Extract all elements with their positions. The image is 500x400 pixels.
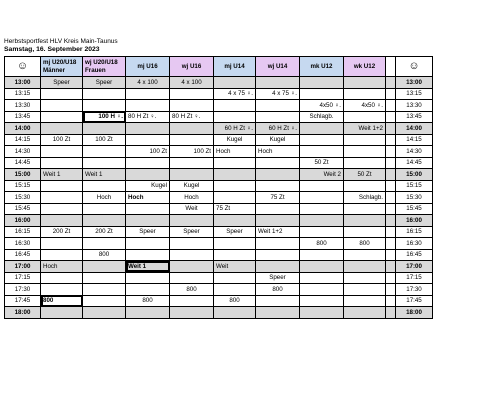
time-cell: 14:45 (5, 157, 41, 169)
document-date: Samstag, 16. September 2023 (4, 46, 100, 53)
event-cell (344, 77, 386, 89)
event-cell: 100 Zt (41, 134, 83, 146)
column-header-mj-u20-u18: mj U20/U18 Männer (41, 57, 83, 77)
header-row (5, 57, 433, 77)
event-cell (300, 261, 344, 273)
spacer-cell (386, 169, 396, 181)
event-cell (214, 215, 256, 227)
event-cell (170, 261, 214, 273)
event-cell: Speer (83, 77, 126, 89)
schedule-row (5, 180, 433, 192)
event-cell: 60 H Zt ♀. (214, 123, 256, 135)
event-cell (41, 272, 83, 284)
schedule-row (5, 226, 433, 238)
event-cell: 100 Zt (126, 146, 170, 158)
spacer-cell (386, 123, 396, 135)
event-cell (41, 249, 83, 261)
event-cell (83, 238, 126, 250)
event-cell (214, 307, 256, 319)
column-header-wj-u16: wj U16 (170, 57, 214, 77)
event-cell (300, 192, 344, 204)
event-cell: Kugel (170, 180, 214, 192)
event-cell (344, 134, 386, 146)
event-cell: Speer (170, 226, 214, 238)
schedule-row (5, 157, 433, 169)
event-cell: 100 Zt (170, 146, 214, 158)
event-cell (256, 249, 300, 261)
event-cell (126, 284, 170, 296)
spacer-cell (386, 249, 396, 261)
time-cell-right: 17:15 (396, 272, 433, 284)
time-cell: 16:15 (5, 226, 41, 238)
time-cell: 17:15 (5, 272, 41, 284)
time-cell: 17:30 (5, 284, 41, 296)
spacer-cell (386, 307, 396, 319)
event-cell: 50 Zt (300, 157, 344, 169)
spacer-cell (386, 180, 396, 192)
event-cell: Hoch (41, 261, 83, 273)
event-cell (300, 215, 344, 227)
event-cell (344, 226, 386, 238)
time-cell: 15:30 (5, 192, 41, 204)
event-cell (126, 123, 170, 135)
event-cell (41, 307, 83, 319)
time-cell-right: 16:00 (396, 215, 433, 227)
time-cell-right: 15:00 (396, 169, 433, 181)
event-cell (214, 100, 256, 112)
event-cell (256, 169, 300, 181)
smiley-right (396, 57, 433, 77)
event-cell: 4 x 75 ♀. (214, 88, 256, 100)
time-cell: 13:30 (5, 100, 41, 112)
event-cell: 75 Zt (214, 203, 256, 215)
event-cell (344, 180, 386, 192)
time-cell: 15:45 (5, 203, 41, 215)
event-cell: 200 Zt (41, 226, 83, 238)
column-header-wj-u20-u18: wj U20/U18 Frauen (83, 57, 126, 77)
time-cell: 13:45 (5, 111, 41, 123)
event-cell: 50 Zt (344, 169, 386, 181)
time-cell: 15:15 (5, 180, 41, 192)
time-cell: 14:00 (5, 123, 41, 135)
event-cell: 80 H Zt ♀. (170, 111, 214, 123)
event-cell (170, 123, 214, 135)
event-cell (214, 249, 256, 261)
event-cell: Weit 1 (83, 169, 126, 181)
event-cell (300, 295, 344, 307)
event-cell (170, 134, 214, 146)
event-cell: 100 Zt (83, 134, 126, 146)
time-cell: 16:00 (5, 215, 41, 227)
event-cell (126, 307, 170, 319)
event-cell (256, 307, 300, 319)
event-cell (41, 157, 83, 169)
event-cell (170, 249, 214, 261)
event-cell (83, 272, 126, 284)
event-cell: 60 H Zt ♀. (256, 123, 300, 135)
event-cell (256, 203, 300, 215)
schedule-row (5, 238, 433, 250)
event-cell: Hoch (256, 146, 300, 158)
event-cell (256, 100, 300, 112)
event-cell: Kugel (256, 134, 300, 146)
event-cell (214, 77, 256, 89)
column-header-mj-u14: mj U14 (214, 57, 256, 77)
time-cell-right: 13:00 (396, 77, 433, 89)
spacer-cell (386, 157, 396, 169)
event-cell (170, 157, 214, 169)
event-cell: 4 x 100 (170, 77, 214, 89)
event-cell (83, 100, 126, 112)
event-cell (300, 146, 344, 158)
document-title: Herbstsportfest HLV Kreis Main-Taunus (4, 38, 118, 45)
event-cell (300, 307, 344, 319)
event-cell: 800 (256, 284, 300, 296)
time-cell-right: 16:45 (396, 249, 433, 261)
event-cell (256, 77, 300, 89)
time-cell: 13:15 (5, 88, 41, 100)
event-cell (344, 203, 386, 215)
spacer-cell (386, 134, 396, 146)
event-cell (214, 157, 256, 169)
event-cell: Weit 1 (41, 169, 83, 181)
event-cell: Weit 1+2 (344, 123, 386, 135)
event-cell (344, 261, 386, 273)
event-cell: 800 (83, 249, 126, 261)
event-cell (300, 226, 344, 238)
time-cell-right: 17:00 (396, 261, 433, 273)
event-cell (344, 307, 386, 319)
event-cell (300, 88, 344, 100)
schedule-row (5, 307, 433, 319)
schedule-row (5, 272, 433, 284)
spacer-cell (386, 203, 396, 215)
event-cell (41, 284, 83, 296)
event-cell (214, 192, 256, 204)
schedule-row (5, 295, 433, 307)
event-cell (126, 272, 170, 284)
time-cell: 15:00 (5, 169, 41, 181)
event-cell (344, 249, 386, 261)
event-cell (256, 238, 300, 250)
event-cell: 4x50 ♀. (300, 100, 344, 112)
event-cell (41, 203, 83, 215)
event-cell (170, 238, 214, 250)
event-cell (256, 295, 300, 307)
schedule-row (5, 134, 433, 146)
event-cell (83, 307, 126, 319)
event-cell: 800 (214, 295, 256, 307)
event-cell: Hoch (170, 192, 214, 204)
schedule-row (5, 192, 433, 204)
time-cell: 18:00 (5, 307, 41, 319)
spacer-cell (386, 88, 396, 100)
event-cell (83, 215, 126, 227)
event-cell: Weit 2 (300, 169, 344, 181)
event-cell (41, 192, 83, 204)
event-cell (41, 111, 83, 123)
event-cell (41, 215, 83, 227)
event-cell (83, 180, 126, 192)
event-cell (170, 272, 214, 284)
event-cell (126, 169, 170, 181)
event-cell: 800 (344, 238, 386, 250)
event-cell (256, 111, 300, 123)
spacer-column (386, 57, 396, 77)
event-cell: 100 H ♀. (83, 111, 126, 123)
event-cell (83, 295, 126, 307)
event-cell (83, 284, 126, 296)
schedule-row (5, 100, 433, 112)
time-cell: 16:30 (5, 238, 41, 250)
event-cell: 800 (41, 295, 83, 307)
event-cell: Schlagb. (344, 192, 386, 204)
event-cell (214, 272, 256, 284)
spacer-cell (386, 192, 396, 204)
event-cell (256, 180, 300, 192)
time-cell: 17:45 (5, 295, 41, 307)
event-cell: 75 Zt (256, 192, 300, 204)
column-header-wk-u12: wk U12 (344, 57, 386, 77)
event-cell (300, 272, 344, 284)
event-cell (344, 111, 386, 123)
event-cell (300, 77, 344, 89)
event-cell (256, 215, 300, 227)
event-cell: Speer (126, 226, 170, 238)
schedule-row (5, 111, 433, 123)
event-cell (214, 284, 256, 296)
event-cell (83, 146, 126, 158)
event-cell (126, 203, 170, 215)
event-cell (256, 157, 300, 169)
event-cell (344, 157, 386, 169)
event-cell: Weit (214, 261, 256, 273)
event-cell (41, 238, 83, 250)
event-cell: Hoch (83, 192, 126, 204)
event-cell: 800 (300, 238, 344, 250)
time-cell-right: 15:15 (396, 180, 433, 192)
event-cell (170, 295, 214, 307)
event-cell (170, 215, 214, 227)
time-cell: 16:45 (5, 249, 41, 261)
spacer-cell (386, 272, 396, 284)
event-cell: Schlagb. (300, 111, 344, 123)
event-cell (256, 261, 300, 273)
event-cell (126, 238, 170, 250)
spacer-cell (386, 238, 396, 250)
event-cell (170, 88, 214, 100)
event-cell (83, 123, 126, 135)
event-cell (126, 100, 170, 112)
event-cell (170, 100, 214, 112)
column-header-mj-u16: mj U16 (126, 57, 170, 77)
spacer-cell (386, 284, 396, 296)
event-cell (41, 146, 83, 158)
event-cell: Kugel (214, 134, 256, 146)
time-cell: 13:00 (5, 77, 41, 89)
time-cell-right: 15:45 (396, 203, 433, 215)
schedule-row (5, 284, 433, 296)
event-cell: 200 Zt (83, 226, 126, 238)
schedule-row (5, 146, 433, 158)
event-cell: 4 x 100 (126, 77, 170, 89)
time-cell-right: 15:30 (396, 192, 433, 204)
schedule-row (5, 249, 433, 261)
event-cell: Speer (41, 77, 83, 89)
spacer-cell (386, 215, 396, 227)
event-cell (214, 180, 256, 192)
event-cell (344, 272, 386, 284)
time-cell-right: 18:00 (396, 307, 433, 319)
time-cell-right: 14:30 (396, 146, 433, 158)
event-cell: 80 H Zt ♀. (126, 111, 170, 123)
smiley-icon: ☺ (408, 59, 420, 72)
column-header-wj-u14: wj U14 (256, 57, 300, 77)
event-cell: Hoch (126, 192, 170, 204)
event-cell (300, 123, 344, 135)
event-cell: Weit 1+2 (256, 226, 300, 238)
event-cell (344, 215, 386, 227)
time-cell-right: 14:15 (396, 134, 433, 146)
time-cell-right: 17:30 (396, 284, 433, 296)
event-cell (41, 100, 83, 112)
event-cell (41, 123, 83, 135)
event-cell (170, 307, 214, 319)
spacer-cell (386, 261, 396, 273)
event-cell (344, 284, 386, 296)
event-cell: Speer (256, 272, 300, 284)
spacer-cell (386, 226, 396, 238)
event-cell (41, 88, 83, 100)
event-cell: Kugel (126, 180, 170, 192)
event-cell (214, 169, 256, 181)
time-cell: 17:00 (5, 261, 41, 273)
event-cell: Weit 1 (126, 261, 170, 273)
time-cell: 14:30 (5, 146, 41, 158)
time-cell-right: 16:15 (396, 226, 433, 238)
smiley-left (5, 57, 41, 77)
time-cell-right: 13:15 (396, 88, 433, 100)
spacer-cell (386, 77, 396, 89)
event-cell: Speer (214, 226, 256, 238)
time-cell-right: 13:45 (396, 111, 433, 123)
time-cell-right: 14:45 (396, 157, 433, 169)
schedule-row (5, 123, 433, 135)
spacer-cell (386, 146, 396, 158)
event-cell: 800 (170, 284, 214, 296)
event-cell (83, 88, 126, 100)
time-cell: 14:15 (5, 134, 41, 146)
event-cell (83, 157, 126, 169)
event-cell (214, 111, 256, 123)
event-cell (170, 169, 214, 181)
event-cell (83, 261, 126, 273)
event-cell (126, 134, 170, 146)
event-cell: 4x50 ♀. (344, 100, 386, 112)
time-cell-right: 17:45 (396, 295, 433, 307)
schedule-row (5, 169, 433, 181)
spacer-cell (386, 111, 396, 123)
event-cell (300, 134, 344, 146)
event-cell (344, 88, 386, 100)
time-cell-right: 14:00 (396, 123, 433, 135)
event-cell (126, 215, 170, 227)
event-cell: 800 (126, 295, 170, 307)
time-cell-right: 13:30 (396, 100, 433, 112)
event-cell (344, 295, 386, 307)
event-cell (126, 88, 170, 100)
schedule-row (5, 261, 433, 273)
event-cell (83, 203, 126, 215)
spacer-cell (386, 295, 396, 307)
event-cell (344, 146, 386, 158)
event-cell (126, 157, 170, 169)
event-cell (214, 238, 256, 250)
event-cell (126, 249, 170, 261)
event-cell (300, 203, 344, 215)
schedule-table (4, 56, 433, 319)
schedule-row (5, 77, 433, 89)
schedule-row (5, 88, 433, 100)
time-cell-right: 16:30 (396, 238, 433, 250)
event-cell (300, 284, 344, 296)
event-cell (300, 180, 344, 192)
schedule-row (5, 215, 433, 227)
schedule-row (5, 203, 433, 215)
event-cell: Weit (170, 203, 214, 215)
spacer-cell (386, 100, 396, 112)
event-cell (41, 180, 83, 192)
smiley-icon: ☺ (16, 59, 29, 72)
event-cell: 4 x 75 ♀. (256, 88, 300, 100)
event-cell (300, 249, 344, 261)
event-cell: Hoch (214, 146, 256, 158)
column-header-mk-u12: mk U12 (300, 57, 344, 77)
